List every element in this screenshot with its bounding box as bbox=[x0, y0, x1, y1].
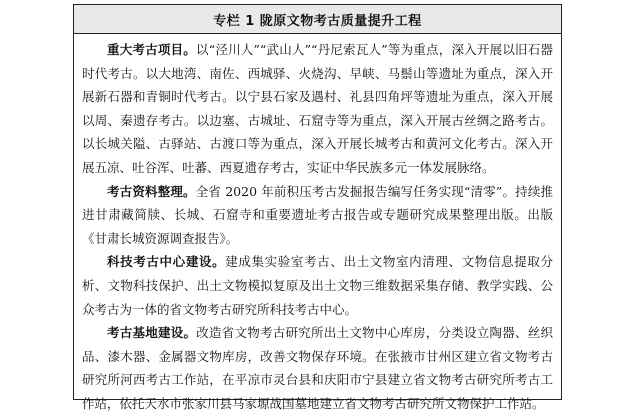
paragraph-lead: 考古基地建设。 bbox=[107, 325, 197, 341]
paragraph-text: 全省 2020 年前积压考古发掘报告编写任务实现“清零”。持续推进甘肃藏简牍、长城、石窟寺和重要遗址考古报告或专题研究成果整理出版。出版《甘肃长城资源调查报告》。 bbox=[82, 183, 553, 246]
column-box bbox=[73, 4, 562, 411]
paragraph-lead: 重大考古项目。 bbox=[107, 42, 197, 57]
paragraph-base-construction bbox=[82, 321, 553, 415]
paragraph-text: 以“泾川人”“武山人”“丹尼索瓦人”等为重点，深入开展以旧石器时代考古。以大地湾、南佐、西城驿、火烧沟、早峡、马鬃山等遗址为重点，深入开展新石器和青铜时代考古。以宁县石家及遇村、礼县四角坪等遗址为重点，深入开展以周、秦遗存考古。以边塞、古城址、石窟寺等为重点，深入开展古丝绸之路考古。以长城关隘、古驿站、古渡口等为重点，深入开展长城考古和黄河文化考古。深入开展五凉、吐谷浑、吐蕃、西夏遗存考古，实证中华民族多元一体发展脉络。 bbox=[82, 42, 553, 175]
column-content bbox=[74, 34, 561, 416]
paragraph-lead: 科技考古中心建设。 bbox=[107, 254, 226, 270]
column-title: 专栏 1 陇原文物考古质量提升工程 bbox=[213, 13, 422, 29]
paragraph-major-projects bbox=[82, 38, 553, 180]
paragraph-text: 改造省文物考古研究所出土文物中心库房，分类设立陶器、丝织品、漆木器、金属器文物库房，改善文物保存环境。在张掖市甘州区建立省文物考古研究所河西考古工作站，在平凉市灵台县和庆阳市宁县建立省文物考古研究所考古工作站，依托天水市张家川县马家塬战国墓地建立省文物考古研究所文物保护工作站。 bbox=[82, 325, 553, 411]
paragraph-lead: 考古资料整理。 bbox=[107, 183, 196, 199]
column-header bbox=[74, 5, 561, 34]
paragraph-tech-center bbox=[82, 250, 553, 321]
paragraph-text: 建成集实验室考古、出土文物室内清理、文物信息提取分析、文物科技保护、出土文物模拟复原及出土文物三维数据采集存储、教学实践、公众考古为一体的省文物考古研究所科技考古中心。 bbox=[82, 254, 553, 317]
paragraph-data-organization bbox=[82, 180, 553, 251]
